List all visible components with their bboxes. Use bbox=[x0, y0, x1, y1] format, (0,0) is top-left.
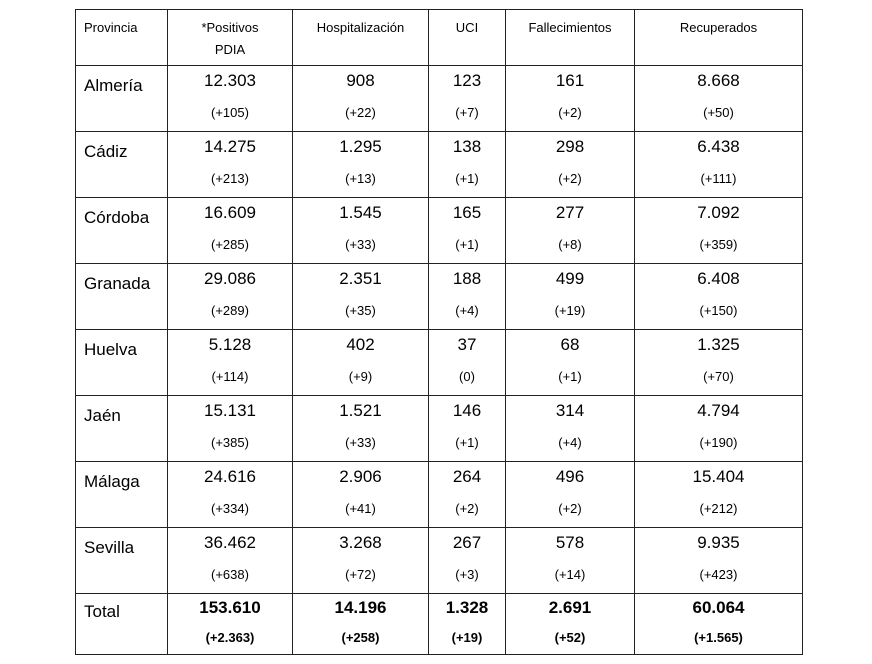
cell-value: 123 bbox=[452, 71, 482, 90]
province-cell bbox=[76, 396, 168, 462]
cell-value: 6.438 bbox=[697, 137, 740, 156]
data-cell bbox=[506, 594, 635, 655]
cell-value: 68 bbox=[560, 335, 580, 354]
cell-delta: (+638) bbox=[211, 567, 249, 582]
cell-value: 1.295 bbox=[339, 137, 382, 156]
cell-delta: (+1.565) bbox=[694, 630, 743, 645]
cell-value: 7.092 bbox=[697, 203, 740, 222]
cell-delta: (0) bbox=[459, 369, 475, 384]
data-cell bbox=[293, 66, 429, 132]
cell-value: 29.086 bbox=[204, 269, 256, 288]
data-cell bbox=[635, 132, 803, 198]
data-cell bbox=[168, 198, 293, 264]
cell-delta: (+423) bbox=[699, 567, 738, 582]
header-label: Hospitalización bbox=[316, 20, 405, 35]
province-name: Almería bbox=[84, 76, 143, 95]
data-cell bbox=[293, 330, 429, 396]
header-label: Provincia bbox=[84, 20, 138, 35]
data-cell bbox=[293, 198, 429, 264]
cell-value: 314 bbox=[555, 401, 585, 420]
data-cell bbox=[293, 462, 429, 528]
cell-delta: (+2) bbox=[558, 105, 582, 120]
province-cell bbox=[76, 594, 168, 655]
header-label: UCI bbox=[455, 20, 479, 35]
province-name: Granada bbox=[84, 274, 151, 293]
header-cell-recuperados bbox=[635, 10, 803, 66]
data-cell bbox=[429, 594, 506, 655]
cell-delta: (+258) bbox=[341, 630, 380, 645]
data-cell bbox=[168, 594, 293, 655]
cell-delta: (+285) bbox=[211, 237, 249, 252]
data-cell bbox=[293, 528, 429, 594]
cell-value: 267 bbox=[452, 533, 482, 552]
cell-value: 15.404 bbox=[692, 467, 745, 486]
cell-value: 12.303 bbox=[204, 71, 256, 90]
header-label: Recuperados bbox=[679, 20, 758, 35]
cell-delta: (+334) bbox=[211, 501, 249, 516]
province-name: Jaén bbox=[84, 406, 121, 425]
table-row bbox=[76, 528, 803, 594]
province-cell bbox=[76, 198, 168, 264]
cell-delta: (+19) bbox=[451, 630, 483, 645]
cell-value: 499 bbox=[555, 269, 585, 288]
cell-delta: (+4) bbox=[558, 435, 582, 450]
data-cell bbox=[635, 462, 803, 528]
cell-value: 16.609 bbox=[204, 203, 256, 222]
covid-provinces-table bbox=[75, 9, 803, 655]
data-cell bbox=[635, 330, 803, 396]
data-cell bbox=[635, 198, 803, 264]
cell-delta: (+2.363) bbox=[205, 630, 255, 645]
cell-delta: (+22) bbox=[345, 105, 376, 120]
cell-value: 277 bbox=[555, 203, 585, 222]
header-row bbox=[76, 10, 803, 66]
cell-value: 496 bbox=[555, 467, 585, 486]
province-cell bbox=[76, 462, 168, 528]
cell-value: 2.691 bbox=[548, 598, 592, 617]
header-label: *Positivos bbox=[201, 20, 259, 35]
cell-delta: (+33) bbox=[345, 435, 376, 450]
cell-value: 578 bbox=[555, 533, 585, 552]
cell-value: 188 bbox=[452, 269, 482, 288]
data-cell bbox=[635, 594, 803, 655]
cell-delta: (+359) bbox=[699, 237, 738, 252]
cell-delta: (+213) bbox=[211, 171, 249, 186]
header-cell-uci bbox=[429, 10, 506, 66]
data-cell bbox=[635, 396, 803, 462]
data-cell bbox=[429, 462, 506, 528]
table-row bbox=[76, 330, 803, 396]
cell-delta: (+9) bbox=[348, 369, 373, 384]
cell-value: 146 bbox=[452, 401, 482, 420]
data-cell bbox=[429, 66, 506, 132]
table-row bbox=[76, 264, 803, 330]
cell-value: 6.408 bbox=[697, 269, 740, 288]
cell-value: 15.131 bbox=[204, 401, 256, 420]
cell-delta: (+13) bbox=[345, 171, 376, 186]
cell-value: 9.935 bbox=[697, 533, 740, 552]
data-cell bbox=[168, 66, 293, 132]
cell-delta: (+2) bbox=[558, 501, 582, 516]
table-body bbox=[76, 10, 803, 655]
header-cell-fallecimientos bbox=[506, 10, 635, 66]
cell-delta: (+7) bbox=[455, 105, 479, 120]
table-row bbox=[76, 66, 803, 132]
cell-delta: (+212) bbox=[699, 501, 738, 516]
cell-value: 161 bbox=[555, 71, 585, 90]
cell-value: 1.545 bbox=[339, 203, 382, 222]
header-cell-hospitalizacion bbox=[293, 10, 429, 66]
cell-delta: (+8) bbox=[558, 237, 582, 252]
data-cell bbox=[429, 198, 506, 264]
cell-value: 36.462 bbox=[204, 533, 256, 552]
province-cell bbox=[76, 528, 168, 594]
cell-delta: (+14) bbox=[554, 567, 586, 582]
data-cell bbox=[429, 264, 506, 330]
data-cell bbox=[168, 528, 293, 594]
cell-value: 60.064 bbox=[692, 598, 745, 617]
table-row bbox=[76, 132, 803, 198]
cell-value: 14.275 bbox=[204, 137, 256, 156]
province-cell bbox=[76, 66, 168, 132]
cell-delta: (+2) bbox=[558, 171, 582, 186]
data-cell bbox=[293, 264, 429, 330]
cell-delta: (+111) bbox=[700, 171, 737, 186]
data-cell bbox=[506, 66, 635, 132]
cell-value: 298 bbox=[555, 137, 585, 156]
province-name: Córdoba bbox=[84, 208, 150, 227]
data-cell bbox=[635, 264, 803, 330]
cell-value: 908 bbox=[346, 71, 375, 90]
data-cell bbox=[506, 396, 635, 462]
data-cell bbox=[506, 330, 635, 396]
cell-value: 1.325 bbox=[697, 335, 740, 354]
data-cell bbox=[168, 330, 293, 396]
cell-delta: (+3) bbox=[455, 567, 479, 582]
cell-value: 5.128 bbox=[208, 335, 252, 354]
data-cell bbox=[429, 396, 506, 462]
cell-value: 8.668 bbox=[697, 71, 740, 90]
data-cell bbox=[506, 264, 635, 330]
cell-delta: (+105) bbox=[211, 105, 249, 120]
cell-delta: (+1) bbox=[455, 171, 479, 186]
cell-delta: (+33) bbox=[345, 237, 376, 252]
cell-delta: (+150) bbox=[699, 303, 738, 318]
total-row bbox=[76, 594, 803, 655]
cell-delta: (+72) bbox=[345, 567, 376, 582]
province-cell bbox=[76, 264, 168, 330]
cell-delta: (+289) bbox=[211, 303, 249, 318]
cell-value: 165 bbox=[452, 203, 482, 222]
province-name: Sevilla bbox=[84, 538, 135, 557]
data-cell bbox=[168, 396, 293, 462]
cell-value: 1.328 bbox=[445, 598, 489, 617]
data-cell bbox=[429, 330, 506, 396]
province-name: Cádiz bbox=[84, 142, 128, 161]
cell-value: 138 bbox=[452, 137, 482, 156]
cell-value: 2.906 bbox=[339, 467, 382, 486]
table-row bbox=[76, 198, 803, 264]
cell-value: 402 bbox=[346, 335, 375, 354]
cell-value: 264 bbox=[452, 467, 482, 486]
data-cell bbox=[168, 264, 293, 330]
cell-value: 4.794 bbox=[697, 401, 740, 420]
data-cell bbox=[429, 132, 506, 198]
cell-value: 24.616 bbox=[204, 467, 256, 486]
cell-value: 153.610 bbox=[199, 598, 261, 617]
cell-delta: (+4) bbox=[455, 303, 479, 318]
cell-value: 2.351 bbox=[339, 269, 382, 288]
data-cell bbox=[293, 396, 429, 462]
cell-delta: (+385) bbox=[211, 435, 249, 450]
cell-delta: (+70) bbox=[703, 369, 734, 384]
data-cell bbox=[168, 132, 293, 198]
header-label-line2: PDIA bbox=[214, 42, 246, 57]
cell-delta: (+52) bbox=[554, 630, 586, 645]
data-cell bbox=[293, 132, 429, 198]
province-cell bbox=[76, 330, 168, 396]
cell-value: 37 bbox=[457, 335, 477, 354]
cell-delta: (+114) bbox=[211, 369, 249, 384]
cell-value: 3.268 bbox=[339, 533, 382, 552]
data-cell bbox=[506, 132, 635, 198]
cell-delta: (+50) bbox=[703, 105, 734, 120]
cell-delta: (+1) bbox=[558, 369, 582, 384]
data-cell bbox=[168, 462, 293, 528]
header-cell-provincia bbox=[76, 10, 168, 66]
cell-value: 14.196 bbox=[334, 598, 387, 617]
table-row bbox=[76, 462, 803, 528]
province-cell bbox=[76, 132, 168, 198]
cell-delta: (+1) bbox=[455, 435, 479, 450]
data-cell bbox=[506, 198, 635, 264]
province-name: Total bbox=[84, 602, 120, 621]
data-cell bbox=[293, 594, 429, 655]
cell-delta: (+190) bbox=[699, 435, 738, 450]
data-cell bbox=[635, 66, 803, 132]
data-cell bbox=[429, 528, 506, 594]
data-cell bbox=[635, 528, 803, 594]
cell-delta: (+1) bbox=[455, 237, 479, 252]
province-name: Málaga bbox=[84, 472, 140, 491]
data-cell bbox=[506, 462, 635, 528]
header-label: Fallecimientos bbox=[528, 20, 612, 35]
cell-delta: (+35) bbox=[345, 303, 376, 318]
cell-delta: (+19) bbox=[554, 303, 586, 318]
data-cell bbox=[506, 528, 635, 594]
header-cell-positivos bbox=[168, 10, 293, 66]
cell-delta: (+41) bbox=[345, 501, 376, 516]
cell-value: 1.521 bbox=[339, 401, 382, 420]
cell-delta: (+2) bbox=[455, 501, 479, 516]
table-row bbox=[76, 396, 803, 462]
province-name: Huelva bbox=[84, 340, 137, 359]
